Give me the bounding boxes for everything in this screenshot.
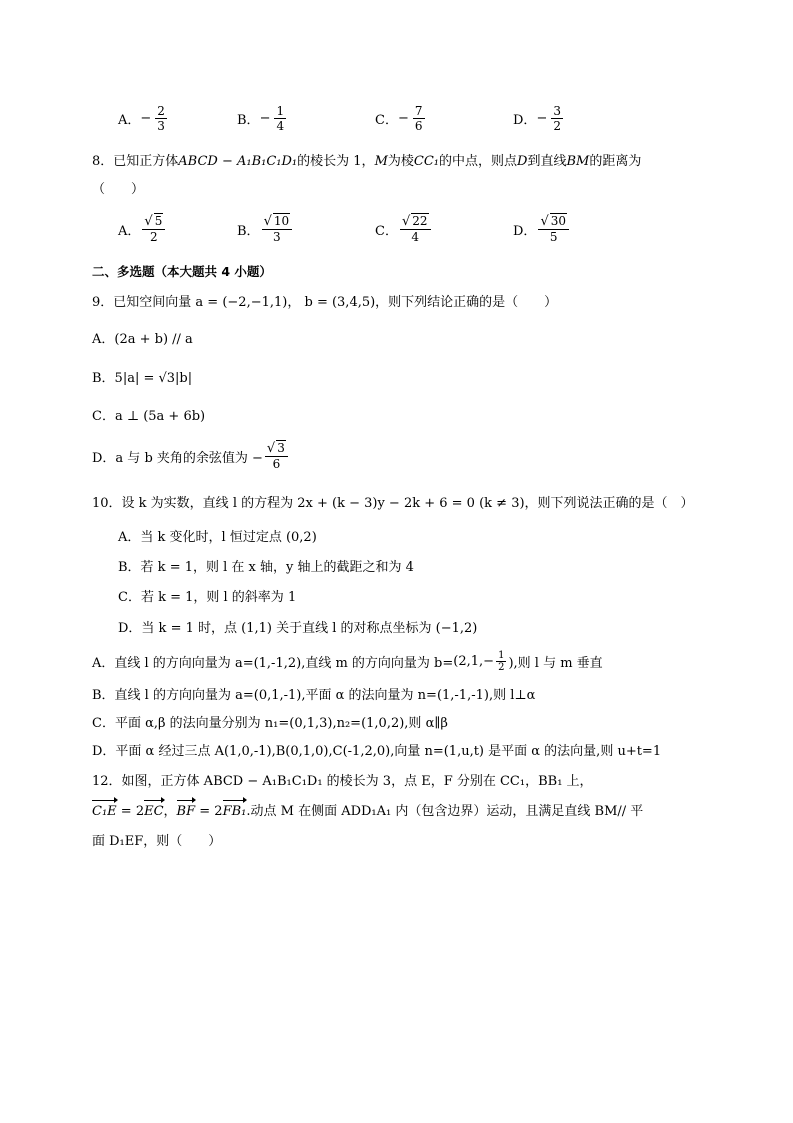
q8-option-d[interactable]: [513, 214, 571, 244]
sqrt-sign: √: [263, 214, 272, 229]
cube-label: ABCD − A₁B₁C₁D₁: [178, 154, 298, 169]
numerator: 1: [276, 104, 285, 118]
numerator: [262, 214, 293, 230]
vector-bf: BF: [177, 802, 196, 822]
q9-option-b[interactable]: B．5|a| = √3|b|: [92, 371, 193, 386]
denominator: 2: [150, 230, 158, 244]
numerator: 3: [553, 104, 561, 118]
sqrt-sign: √: [266, 441, 276, 456]
numerator: 1: [498, 650, 505, 661]
comma: ，: [163, 804, 177, 819]
minus-sign: −: [536, 111, 548, 126]
option-letter: C．: [375, 223, 398, 239]
q9-text: 9．已知空间向量: [92, 295, 192, 310]
q8-text: 到直线: [527, 154, 567, 169]
line-bm: BM: [566, 154, 590, 169]
q8-option-a[interactable]: [118, 214, 167, 244]
option-letter: D．: [513, 113, 537, 128]
denominator: 2: [553, 119, 561, 133]
section-heading-multiple-choice: 二、多选题（本大题共 4 小题）: [92, 264, 272, 279]
option-letter: B．: [237, 223, 260, 239]
fraction: [262, 214, 293, 244]
vector-b-value: b = (3,4,5)，则下列结论正确的是（ ）: [304, 295, 558, 310]
numerator: [400, 214, 431, 230]
q8-text: 8．已知正方体: [92, 154, 179, 169]
q7-option-a[interactable]: [118, 104, 169, 133]
fraction: [538, 214, 569, 244]
q8-stem: [92, 152, 641, 172]
denominator: 6: [414, 119, 423, 133]
sqrt-sign: √: [540, 214, 549, 229]
q8-text: 的距离为: [589, 154, 642, 169]
q9-option-d-text: D．a 与 b 夹角的余弦值为 −: [92, 450, 263, 466]
q10-option-c[interactable]: C．若 k = 1，则 l 的斜率为 1: [118, 590, 297, 605]
vector-fb1: FB₁: [223, 802, 247, 822]
q12-stem-line3: 面 D₁EF，则（ ）: [92, 834, 222, 849]
fraction: [400, 214, 431, 244]
q8-option-b[interactable]: [237, 214, 294, 244]
q8-text: 为棱: [387, 154, 414, 169]
q9-option-c[interactable]: C．a ⊥ (5a + 6b): [92, 409, 206, 424]
numerator: [142, 214, 165, 230]
q11-option-d[interactable]: D．平面 α 经过三点 A(1,0,-1),B(0,1,0),C(-1,2,0),向量 n=(1,u,t) 是平面 α 的法向量,则 u+t=1: [92, 744, 662, 759]
q8-option-c[interactable]: [375, 214, 433, 244]
denominator: 4: [411, 230, 420, 244]
numerator: [538, 214, 569, 230]
q11-option-c[interactable]: C．平面 α,β 的法向量分别为 n₁=(0,1,3),n₂=(1,0,2),则 α∥β: [92, 716, 448, 731]
equals-two: = 2: [195, 804, 223, 819]
q12-stem-line2: [92, 802, 643, 822]
edge-cc1: CC₁: [413, 154, 439, 169]
q11-option-b[interactable]: B．直线 l 的方向向量为 a=(0,1,-1),平面 α 的法向量为 n=(1,-1,-1),则 l⊥α: [92, 688, 536, 703]
vector-a-value: a = (−2,−1,1)，: [195, 295, 301, 310]
denominator: 3: [157, 119, 165, 133]
option-letter: A．: [118, 113, 141, 128]
q10-option-a[interactable]: A．当 k 变化时，l 恒过定点 (0,2): [118, 530, 317, 545]
minus-sign: −: [397, 111, 409, 126]
vector-c1e: C₁E: [92, 802, 117, 822]
fraction: [142, 214, 165, 244]
denominator: 4: [276, 119, 285, 133]
denominator: 3: [273, 230, 281, 244]
fraction: [274, 104, 286, 133]
denominator: 2: [498, 662, 505, 673]
fraction: [496, 650, 506, 673]
option-letter: D．: [513, 223, 537, 239]
sqrt-sign: √: [144, 214, 153, 229]
radicand: 5: [154, 214, 163, 228]
minus-sign: −: [140, 111, 152, 126]
q10-option-b[interactable]: B．若 k = 1，则 l 在 x 轴，y 轴上的截距之和为 4: [118, 560, 414, 575]
q10-option-d[interactable]: D．当 k = 1 时，点 (1,1) 关于直线 l 的对称点坐标为 (−1,2): [118, 621, 478, 636]
radicand: 3: [277, 441, 285, 455]
q9-option-a[interactable]: A．(2a + b) // a: [92, 332, 193, 347]
q9-option-d[interactable]: [92, 441, 290, 471]
q11-option-a[interactable]: [92, 650, 603, 673]
denominator: 6: [272, 457, 281, 471]
q8-text: 的棱长为 1，: [297, 154, 375, 169]
numerator: 2: [157, 104, 165, 118]
option-letter: A．: [118, 223, 141, 239]
radicand: 30: [550, 214, 567, 228]
point-m: M: [374, 154, 388, 169]
q8-text: 的中点，则点: [439, 154, 518, 169]
option-letter: B．: [237, 113, 260, 128]
sqrt-sign: √: [401, 214, 411, 229]
q11-option-a-tail: ),则 l 与 m 垂直: [508, 656, 603, 671]
numerator: [265, 441, 288, 457]
denominator: 5: [549, 230, 558, 244]
fraction: [551, 104, 563, 133]
fraction: [155, 104, 167, 133]
q7-option-d[interactable]: [513, 104, 565, 133]
equals-two: = 2: [116, 804, 145, 819]
q9-stem: [92, 293, 557, 313]
point-d: D: [517, 154, 528, 169]
q7-option-b[interactable]: [237, 104, 288, 133]
option-letter: C．: [375, 113, 398, 128]
q7-option-c[interactable]: [375, 104, 427, 133]
numerator: 7: [414, 104, 423, 118]
radicand: 22: [412, 214, 428, 228]
radicand: 10: [273, 214, 290, 228]
fraction: [265, 441, 288, 471]
q12-stem-line1: 12．如图，正方体 ABCD − A₁B₁C₁D₁ 的棱长为 3，点 E，F 分别在 CC₁，BB₁ 上，: [92, 774, 593, 789]
minus-sign: −: [259, 111, 271, 126]
q11-option-a-text: A．直线 l 的方向向量为 a=(1,-1,2),直线 m 的方向向量为 b=: [92, 656, 454, 671]
vector-b-start: (2,1,−: [453, 654, 495, 669]
q10-stem: 10．设 k 为实数，直线 l 的方程为 2x + (k − 3)y − 2k + 6 = 0 (k ≠ 3)，则下列说法正确的是（ ）: [92, 496, 694, 511]
vector-ec: EC: [144, 802, 163, 822]
q12-text: .动点 M 在侧面 ADD₁A₁ 内（包含边界）运动，且满足直线 BM// 平: [246, 804, 644, 819]
q8-answer-paren: （ ）: [92, 182, 145, 197]
fraction: [413, 104, 425, 133]
